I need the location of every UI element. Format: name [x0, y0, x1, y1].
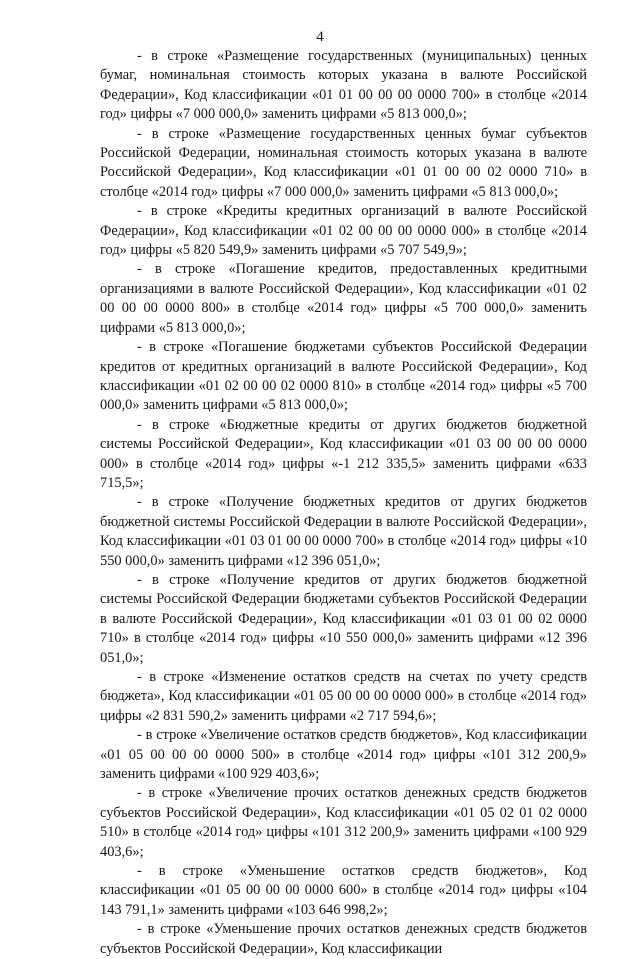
amendment-paragraph: - в строке «Размещение государственных ценных бумаг субъектов Российской Федерации, номинальная стоимость которых указана в валюте Российской Федерации», Код классификации «01 01 00 00 02 0000 710» в столбце «2014 год» цифры «7 000 000,0» заменить цифрами «5 813 000,0»; [100, 125, 587, 200]
amendment-paragraph: - в строке «Увеличение остатков средств бюджетов», Код классификации «01 05 00 00 00 0000 500» в столбце «2014 год» цифры «101 312 200,9» заменить цифрами «100 929 403,6»; [100, 727, 587, 783]
amendment-paragraph: - в строке «Погашение бюджетами субъектов Российской Федерации кредитов от кредитных организаций в валюте Российской Федерации», Код классификации «01 02 00 00 02 0000 810» в столбце «2014 год» цифры «5 700 000,0» заменить цифрами «5 813 000,0»; [100, 339, 587, 414]
amendment-paragraph-continued: - в строке «Уменьшение прочих остатков денежных средств бюджетов субъектов Российской Федерации», Код классификации [100, 921, 587, 957]
amendment-paragraph: - в строке «Увеличение прочих остатков денежных средств бюджетов субъектов Российской Федерации», Код классификации «01 05 02 01 02 0000 510» в столбце «2014 год» цифры «101 312 200,9» заменить цифрами «100 929 403,6»; [100, 785, 587, 860]
amendment-paragraph: - в строке «Кредиты кредитных организаций в валюте Российской Федерации», Код классификации «01 02 00 00 00 0000 000» в столбце «2014 год» цифры «5 820 549,9» заменить цифрами «5 707 549,9»; [100, 203, 587, 259]
amendment-paragraph: - в строке «Получение кредитов от других бюджетов бюджетной системы Российской Федерации бюджетами субъектов Российской Федерации в валюте Российской Федерации», Код классификации «01 03 01 00 02 0000 710» в столбце «2014 год» цифры «10 550 000,0» заменить цифрами «12 396 051,0»; [100, 571, 587, 666]
page-number: 4 [316, 29, 324, 45]
amendment-paragraph: - в строке «Уменьшение остатков средств бюджетов», Код классификации «01 05 00 00 00 0000 600» в столбце «2014 год» цифры «104 143 791,1» заменить цифрами «103 646 998,2»; [100, 863, 587, 918]
amendment-paragraph: - в строке «Бюджетные кредиты от других бюджетов бюджетной системы Российской Федерации», Код классификации «01 03 00 00 00 0000 000» в столбце «2014 год» цифры «-1 212 335,5» заменить цифрами «633 715,5»; [100, 416, 587, 491]
amendment-paragraph: - в строке «Изменение остатков средств на счетах по учету средств бюджета», Код классификации «01 05 00 00 00 0000 000» в столбце «2014 год» цифры «2 831 590,2» заменить цифрами «2 717 594,6»; [100, 669, 587, 724]
document-body [100, 47, 587, 959]
amendment-paragraph: - в строке «Погашение кредитов, предоставленных кредитными организациями в валюте Российской Федерации», Код классификации «01 02 00 00 00 0000 800» в столбце «2014 год» цифры «5 700 000,0» заменить цифрами «5 813 000,0»; [100, 261, 587, 336]
amendment-paragraph: - в строке «Размещение государственных (муниципальных) ценных бумаг, номинальная стоимость которых указана в валюте Российской Федерации», Код классификации «01 01 00 00 00 0000 700» в столбце «2014 год» цифры «7 000 000,0» заменить цифрами «5 813 000,0»; [100, 48, 587, 123]
amendment-paragraph: - в строке «Получение бюджетных кредитов от других бюджетов бюджетной системы Российской Федерации в валюте Российской Федерации», Код классификации «01 03 01 00 00 0000 700» в столбце «2014 год» цифры «10 550 000,0» заменить цифрами «12 396 051,0»; [100, 494, 587, 569]
